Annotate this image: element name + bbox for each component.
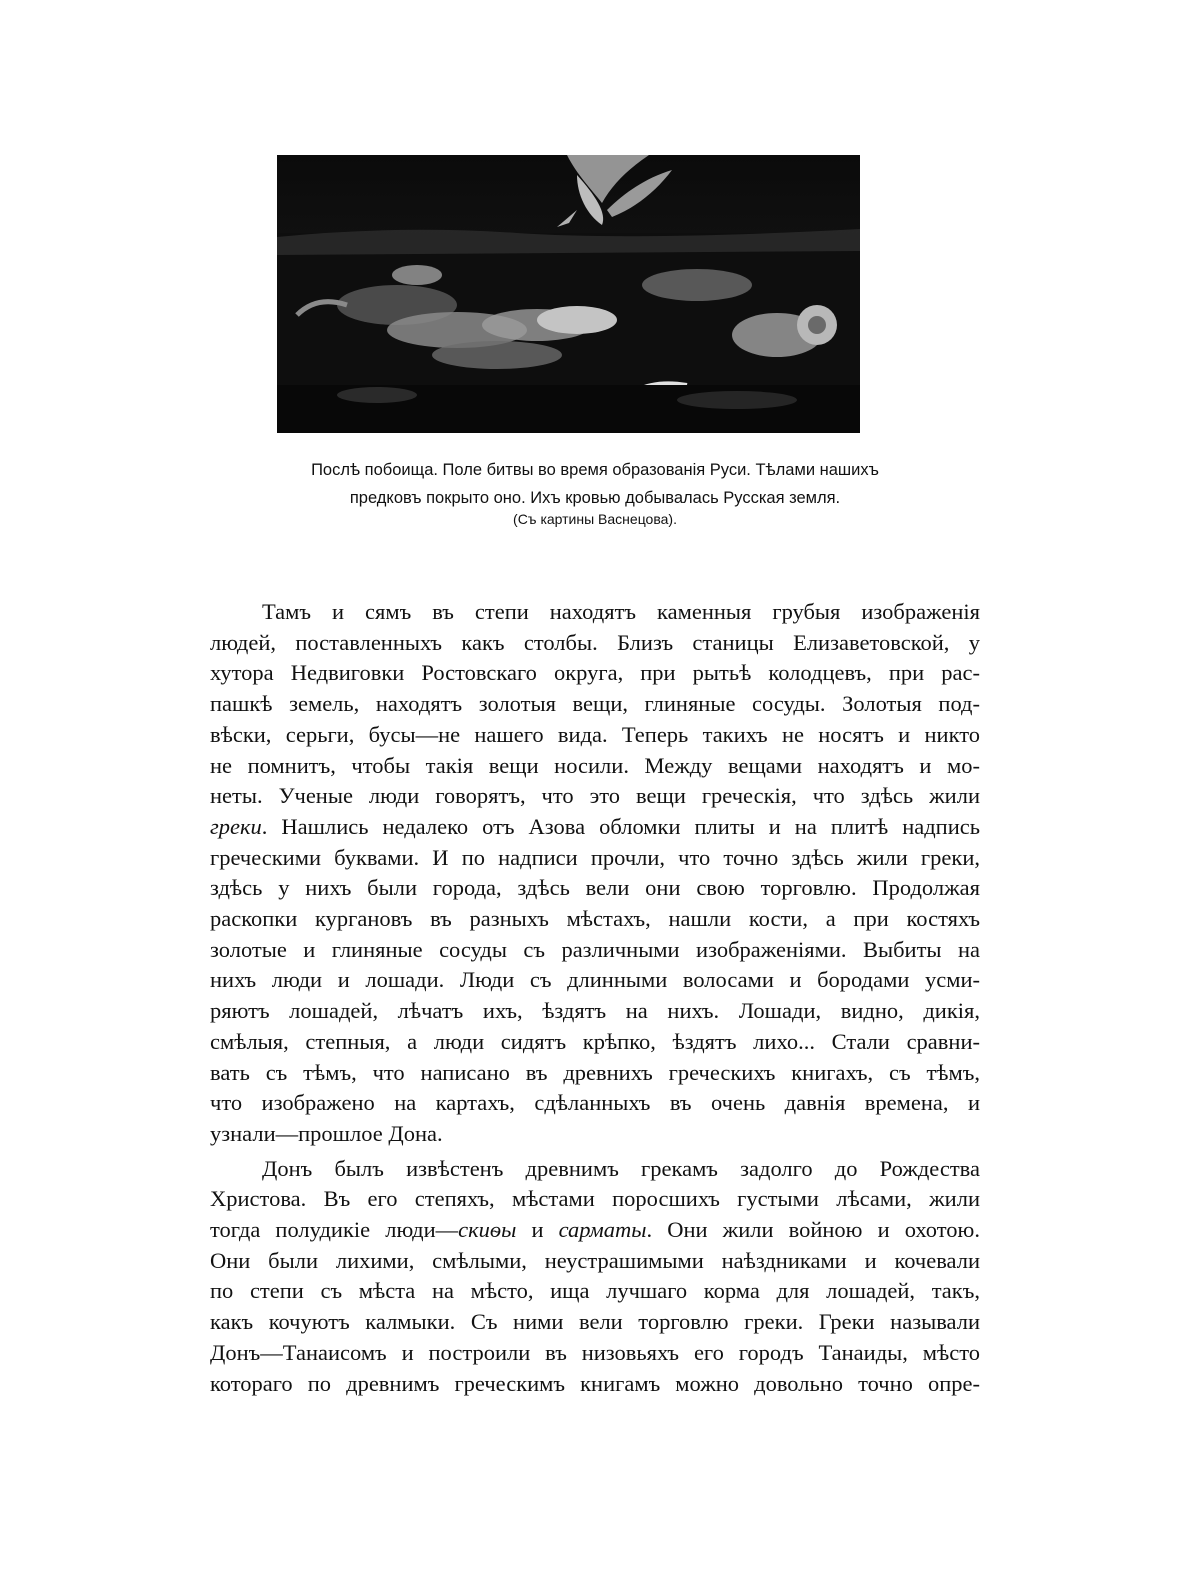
main-text <box>158 597 980 1403</box>
paragraph <box>158 1154 980 1400</box>
text-line: узнали—прошлое Дона. <box>210 1120 443 1146</box>
text-line <box>158 1215 980 1246</box>
figure-caption <box>180 456 1010 512</box>
italic-word: сарматы <box>558 1217 647 1243</box>
text-line: Донъ—Танаисомъ и построили въ низовьяхъ его городъ Танаиды, мѣсто <box>210 1339 980 1365</box>
text-line: неты. Ученые люди говорятъ, что это вещи греческія, что здѣсь жили <box>210 783 980 809</box>
italic-word: греки <box>210 813 262 839</box>
text-line: вать съ тѣмъ, что написано въ древнихъ греческихъ книгахъ, съ тѣмъ, <box>210 1059 980 1085</box>
text-line: людей, поставленныхъ какъ столбы. Близъ станицы Елизаветовской, у <box>210 629 980 655</box>
text-line: пашкѣ земель, находятъ золотыя вещи, глиняные сосуды. Золотыя под- <box>210 691 980 717</box>
figure-source: (Съ картины Васнецова). <box>513 511 677 527</box>
battle-painting-image <box>277 155 860 433</box>
text-line: хутора Недвиговки Ростовскаго округа, при рытьѣ колодцевъ, при рас- <box>210 660 980 686</box>
text-line: Христова. Въ его степяхъ, мѣстами поросшихъ густыми лѣсами, жили <box>210 1186 980 1212</box>
text-line: Донъ былъ извѣстенъ древнимъ грекамъ задолго до Рождества <box>262 1155 980 1181</box>
text-run: тогда полудикіе люди— <box>210 1217 459 1243</box>
text-line: котораго по древнимъ греческимъ книгамъ можно довольно точно опре- <box>210 1370 980 1396</box>
text-run: и <box>516 1217 559 1243</box>
text-line: Они были лихими, смѣлыми, неустрашимыми наѣздниками и кочевали <box>210 1247 980 1273</box>
caption-line: Послѣ побоища. Поле битвы во время образованія Руси. Тѣлами нашихъ <box>311 461 879 479</box>
text-run: . Нашлись недалеко отъ Азова обломки плиты и на плитѣ надпись <box>261 813 980 839</box>
text-line: греческими буквами. И по надписи прочли, что точно здѣсь жили греки, <box>210 844 980 870</box>
painting-illustration <box>277 155 860 433</box>
italic-word: скиѳы <box>458 1217 517 1243</box>
text-line: Тамъ и сямъ въ степи находятъ каменныя грубыя изображенія <box>262 599 980 624</box>
caption-line: предковъ покрыто оно. Ихъ кровью добывалась Русская земля. <box>349 489 841 507</box>
paragraph <box>158 597 980 1150</box>
text-line: раскопки кургановъ въ разныхъ мѣстахъ, нашли кости, а при костяхъ <box>210 906 980 932</box>
text-line: вѣски, серьги, бусы—не нашего вида. Теперь такихъ не носятъ и никто <box>210 721 980 747</box>
text-line: здѣсь у нихъ были города, здѣсь вели они свою торговлю. Продолжая <box>210 875 980 901</box>
text-run: . Они жили войною и охотою. <box>646 1217 980 1243</box>
text-line: какъ кочуютъ калмыки. Съ ними вели торговлю греки. Греки называли <box>210 1309 980 1335</box>
text-line: не помнитъ, чтобы такія вещи носили. Между вещами находятъ и мо- <box>210 752 980 778</box>
text-line: золотые и глиняные сосуды съ различными изображеніями. Выбиты на <box>210 936 980 962</box>
text-line: нихъ люди и лошади. Люди съ длинными волосами и бородами усми- <box>210 967 980 993</box>
text-line <box>158 812 980 843</box>
text-line: что изображено на картахъ, сдѣланныхъ въ очень давнія времена, и <box>210 1090 980 1116</box>
text-line: смѣлыя, степныя, а люди сидятъ крѣпко, ѣздятъ лихо... Стали сравни- <box>210 1028 980 1054</box>
text-line: по степи съ мѣста на мѣсто, ища лучшаго корма для лошадей, такъ, <box>210 1278 980 1304</box>
text-line: ряютъ лошадей, лѣчатъ ихъ, ѣздятъ на нихъ. Лошади, видно, дикія, <box>210 998 980 1024</box>
